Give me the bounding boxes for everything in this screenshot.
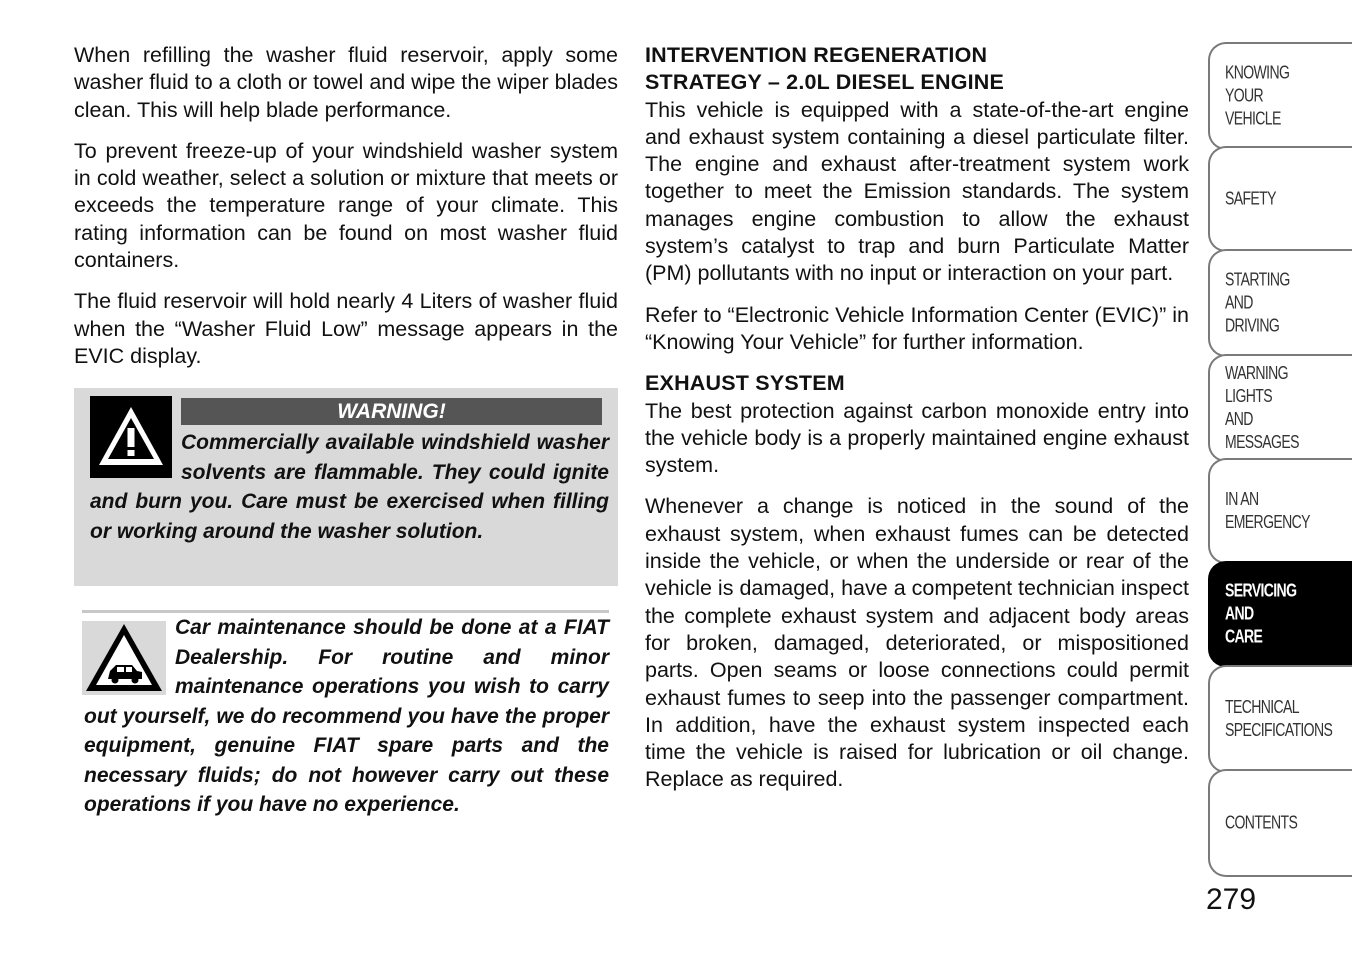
tab-servicing-and-care[interactable] bbox=[1208, 561, 1352, 667]
tab-contents[interactable] bbox=[1208, 769, 1352, 877]
paragraph-wiper-blades: When refilling the washer fluid reservoir, apply some washer fluid to a cloth or towel and wipe the wiper blades clean. This will help blade performance. bbox=[74, 43, 618, 122]
tab-safety[interactable] bbox=[1208, 146, 1352, 252]
tab-label: SERVICING AND CARE bbox=[1225, 580, 1297, 647]
tab-warning-lights-and-messages[interactable] bbox=[1208, 354, 1352, 462]
tab-label: WARNING LIGHTS AND MESSAGES bbox=[1225, 363, 1299, 452]
tab-label: IN AN EMERGENCY bbox=[1225, 489, 1310, 532]
right-column bbox=[645, 42, 1189, 808]
section-heading-exhaust: EXHAUST SYSTEM bbox=[645, 371, 845, 396]
paragraph-evic-reference: Refer to “Electronic Vehicle Information Center (EVIC)” in “Knowing Your Vehicle” for further information. bbox=[645, 302, 1189, 354]
paragraph-reservoir-capacity: The fluid reservoir will hold nearly 4 Liters of washer fluid when the “Washer Fluid Low” message appears in the EVIC display. bbox=[74, 289, 618, 368]
paragraph-exhaust-protection: The best protection against carbon monoxide entry into the vehicle body is a properly maintained engine exhaust system. bbox=[645, 398, 1189, 478]
tab-label: KNOWING YOUR VEHICLE bbox=[1225, 62, 1290, 129]
tab-starting-and-driving[interactable] bbox=[1208, 249, 1352, 357]
paragraph-exhaust-inspection: Whenever a change is noticed in the sound of the exhaust system, when exhaust fumes can be detected inside the vehicle, or when the underside or rear of the vehicle is damaged, have a competent technician inspect the complete exhaust system and adjacent body areas for broken, damaged, deteriorated, or mispositioned parts. Open seams or loose connections could permit exhaust fumes to seep into the passenger compartment. In addition, have the exhaust system inspected each time the vehicle is raised for lubrication or oil change. Replace as required. bbox=[645, 494, 1189, 792]
left-column bbox=[74, 42, 618, 384]
warning-text-block bbox=[90, 428, 609, 546]
page-number: 279 bbox=[1206, 883, 1257, 916]
tab-label: STARTING AND DRIVING bbox=[1225, 269, 1290, 336]
heading-line-2: STRATEGY – 2.0L DIESEL ENGINE bbox=[645, 70, 1005, 95]
section-heading-regeneration bbox=[645, 42, 1189, 97]
tab-technical-specifications[interactable] bbox=[1208, 665, 1352, 773]
tab-label: CONTENTS bbox=[1225, 812, 1298, 833]
warning-heading: WARNING! bbox=[181, 398, 602, 425]
maintenance-note-text: Car maintenance should be done at a FIAT Dealership. For routine and minor maintenance operations you wish to carry out yourself, we do recommend you have the proper equipment, genuine FIAT spare parts and the necessary fluids; do not however carry out these operations if you have no experience. bbox=[84, 616, 609, 816]
tab-knowing-your-vehicle[interactable] bbox=[1208, 42, 1352, 150]
tab-in-an-emergency[interactable] bbox=[1208, 458, 1352, 564]
maintenance-note-block bbox=[84, 613, 609, 820]
warning-box bbox=[74, 388, 618, 586]
tab-label: TECHNICAL SPECIFICATIONS bbox=[1225, 697, 1333, 740]
heading-line-1: INTERVENTION REGENERATION bbox=[645, 43, 988, 67]
paragraph-diesel-filter: This vehicle is equipped with a state-of-the-art engine and exhaust system containing a diesel particulate filter. The engine and exhaust after-treatment system work together to meet the Emission standards. The system manages engine combustion to allow the exhaust system’s catalyst to trap and burn Particulate Matter (PM) pollutants with no input or interaction on your part. bbox=[645, 97, 1189, 286]
paragraph-freeze-up: To prevent freeze-up of your windshield washer system in cold weather, select a solution or mixture that meets or exceeds the temperature range of your climate. This rating information can be found on most washer fluid containers. bbox=[74, 138, 618, 273]
warning-text: Commercially available windshield washer solvents are flammable. They could ignite and burn you. Care must be exercised when filling or working around the washer solution. bbox=[90, 431, 609, 543]
tab-label: SAFETY bbox=[1225, 188, 1276, 209]
